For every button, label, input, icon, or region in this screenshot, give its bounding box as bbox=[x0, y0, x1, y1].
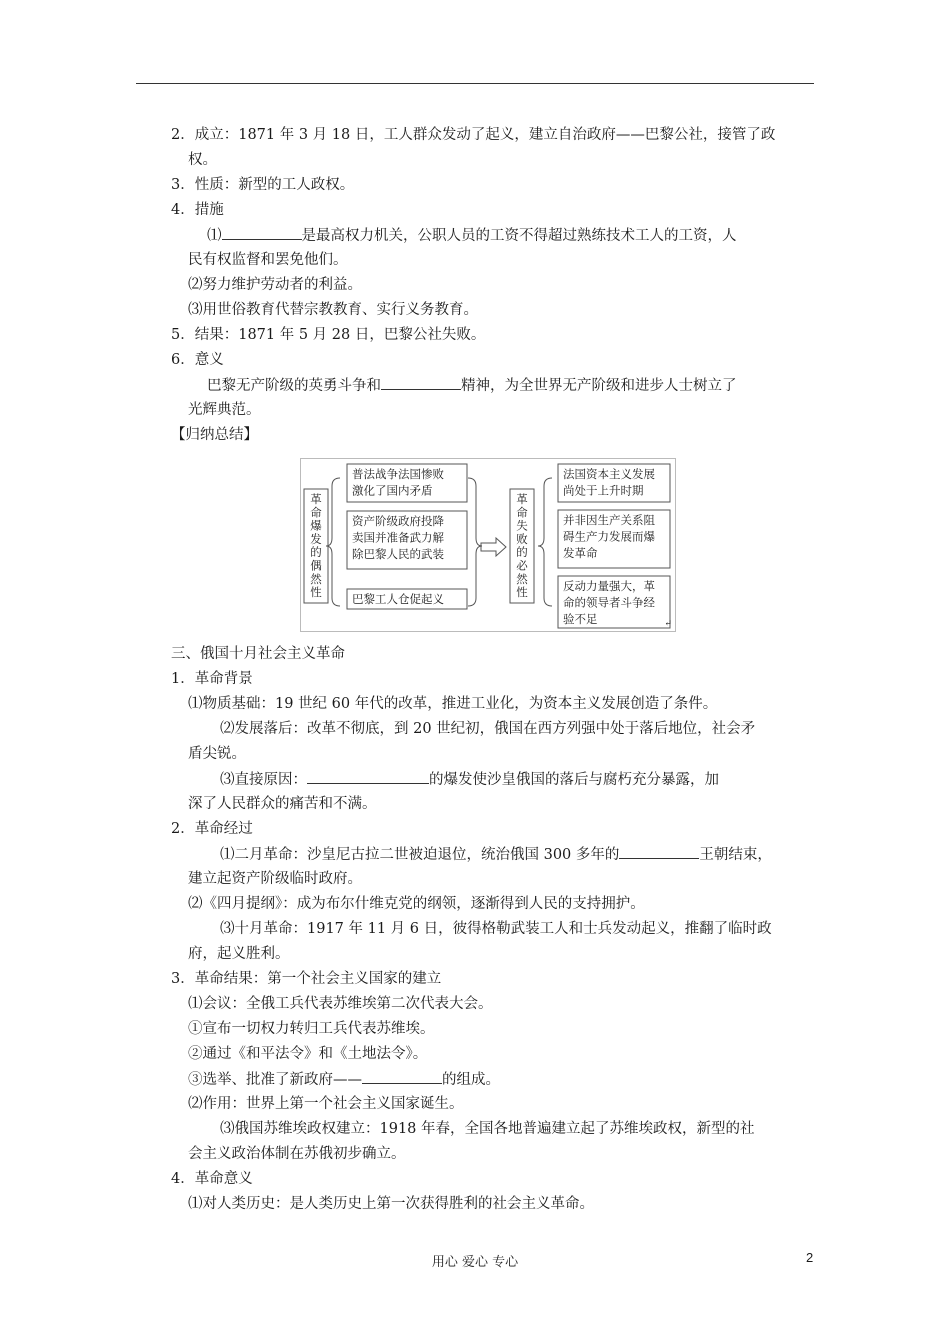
header-rule bbox=[136, 83, 814, 84]
left-label-char: 发 bbox=[310, 531, 322, 546]
text-line-35 bbox=[171, 1170, 253, 1188]
text-line-31 bbox=[188, 1070, 500, 1089]
text-run: ②通过《和平法令》和《土地法令》。 bbox=[188, 1046, 428, 1062]
page-number: 2 bbox=[806, 1250, 814, 1265]
left-label-char: 的 bbox=[310, 545, 322, 560]
text-line-1 bbox=[171, 126, 775, 144]
text-line-8 bbox=[188, 301, 478, 319]
text-line-2 bbox=[188, 151, 217, 169]
text-run: ⑴对人类历史：是人类历史上第一次获得胜利的社会主义革命。 bbox=[188, 1196, 594, 1212]
text-run: ⑶俄国苏维埃政权建立：1918 年春，全国各地普遍建立起了苏维埃政权，新型的社 bbox=[220, 1121, 755, 1137]
text-run: 府，起义胜利。 bbox=[188, 946, 290, 962]
left-item-text: 普法战争法国惨败 bbox=[352, 467, 444, 481]
text-line-11 bbox=[207, 376, 737, 395]
right-item-text: 反动力量强大，革 bbox=[563, 579, 655, 593]
text-run: ①宣布一切权力转归工兵代表苏维埃。 bbox=[188, 1021, 435, 1037]
text-line-9 bbox=[171, 326, 485, 344]
text-run: 3．性质：新型的工人政权。 bbox=[171, 177, 355, 193]
right-label-char: 性 bbox=[516, 585, 528, 600]
text-line-3 bbox=[171, 176, 354, 194]
text-line-25 bbox=[220, 920, 772, 938]
text-run: 4．革命意义 bbox=[171, 1171, 253, 1187]
text-line-6 bbox=[188, 251, 348, 269]
text-line-20 bbox=[188, 795, 377, 813]
left-label-char: 然 bbox=[310, 571, 322, 586]
text-line-23 bbox=[188, 870, 362, 888]
text-run: 3．革命结果：第一个社会主义国家的建立 bbox=[171, 971, 442, 987]
right-item-text: 并非因生产关系阻 bbox=[563, 513, 655, 527]
text-line-24 bbox=[188, 895, 645, 913]
left-label-char: 革 bbox=[310, 492, 322, 506]
text-run: ⑶用世俗教育代替宗教教育、实行义务教育。 bbox=[188, 302, 478, 318]
text-run: 王朝结束， bbox=[699, 847, 772, 863]
text-line-17 bbox=[220, 720, 755, 738]
fill-in-blank[interactable] bbox=[362, 1070, 442, 1084]
left-label-char: 命 bbox=[310, 505, 322, 520]
right-item-text: 命的领导者斗争经 bbox=[563, 595, 655, 610]
left-item-text: 巴黎工人仓促起义 bbox=[352, 592, 444, 606]
text-line-18 bbox=[188, 745, 246, 763]
left-item-text: 除巴黎人民的武装 bbox=[352, 547, 444, 561]
text-line-22 bbox=[220, 845, 772, 864]
text-run: ⑵发展落后：改革不彻底，到 20 世纪初，俄国在西方列强中处于落后地位，社会矛 bbox=[220, 721, 756, 737]
text-run: ⑵努力维护劳动者的利益。 bbox=[188, 277, 362, 293]
text-line-12 bbox=[188, 401, 261, 419]
right-bracket bbox=[538, 478, 552, 606]
text-line-30 bbox=[188, 1045, 427, 1063]
text-run: 4．措施 bbox=[171, 202, 224, 218]
arrow-icon bbox=[481, 538, 506, 556]
text-line-32 bbox=[188, 1095, 464, 1113]
text-run: 5．结果：1871 年 5 月 28 日，巴黎公社失败。 bbox=[171, 327, 486, 343]
left-label-char: 爆 bbox=[310, 518, 322, 533]
paragraph-mark: ↵ bbox=[664, 619, 672, 629]
text-run: 光辉典范。 bbox=[188, 402, 261, 418]
text-line-16 bbox=[188, 695, 717, 713]
text-run: 1．革命背景 bbox=[171, 671, 253, 687]
fill-in-blank[interactable] bbox=[381, 376, 461, 390]
text-run: 6．意义 bbox=[171, 352, 224, 368]
text-run: 2．革命经过 bbox=[171, 821, 253, 837]
text-run: 盾尖锐。 bbox=[188, 746, 246, 762]
left-item-text: 激化了国内矛盾 bbox=[352, 483, 433, 498]
text-line-21 bbox=[171, 820, 253, 838]
text-line-19 bbox=[220, 770, 719, 789]
text-line-33 bbox=[220, 1120, 755, 1138]
right-label-char: 命 bbox=[516, 505, 528, 520]
fill-in-blank[interactable] bbox=[619, 845, 699, 859]
text-line-27 bbox=[171, 970, 441, 988]
right-item-text: 碍生产力发展而爆 bbox=[563, 529, 655, 544]
text-run: 巴黎无产阶级的英勇斗争和 bbox=[207, 378, 381, 394]
text-run: ⑵《四月提纲》：成为布尔什维克党的纲领，逐渐得到人民的支持拥护。 bbox=[188, 896, 645, 912]
text-run: 是最高权力机关，公职人员的工资不得超过熟练技术工人的工资，人 bbox=[301, 228, 737, 244]
text-run: ⑴ bbox=[207, 228, 222, 244]
right-label-char: 的 bbox=[516, 545, 528, 560]
right-item-text: 验不足 bbox=[563, 612, 598, 626]
right-item-text: 发革命 bbox=[563, 546, 598, 560]
text-run: 【归纳总结】 bbox=[171, 427, 258, 443]
text-run: 三、俄国十月社会主义革命 bbox=[171, 646, 345, 662]
text-run: 的组成。 bbox=[442, 1072, 500, 1088]
text-run: ⑴物质基础：19 世纪 60 年代的改革，推进工业化，为资本主义发展创造了条件。 bbox=[188, 696, 718, 712]
text-line-13 bbox=[171, 426, 258, 444]
right-label-char: 革 bbox=[516, 492, 528, 506]
footer-text: 用心 爱心 专心 bbox=[431, 1255, 519, 1270]
text-run: ③选举、批准了新政府—— bbox=[188, 1072, 362, 1088]
text-line-15 bbox=[171, 670, 253, 688]
text-run: 会主义政治体制在苏俄初步确立。 bbox=[188, 1146, 406, 1162]
left-label-char: 性 bbox=[310, 585, 322, 600]
right-item-text: 尚处于上升时期 bbox=[563, 483, 644, 498]
text-run: ⑴二月革命：沙皇尼古拉二世被迫退位，统治俄国 300 多年的 bbox=[220, 847, 620, 863]
text-line-4 bbox=[171, 201, 224, 219]
text-run: ⑶十月革命：1917 年 11 月 6 日，彼得格勒武装工人和士兵发动起义，推翻了临时政 bbox=[220, 921, 772, 937]
text-line-26 bbox=[188, 945, 290, 963]
summary-diagram bbox=[300, 458, 676, 632]
right-item-text: 法国资本主义发展 bbox=[563, 467, 655, 481]
right-label-char: 必 bbox=[516, 558, 528, 573]
fill-in-blank[interactable] bbox=[307, 770, 429, 784]
left-label-char: 偶 bbox=[310, 558, 322, 573]
text-line-36 bbox=[188, 1195, 594, 1213]
right-label-char: 然 bbox=[516, 571, 528, 586]
text-run: 2．成立：1871 年 3 月 18 日，工人群众发动了起义，建立自治政府——巴黎公社，接管了政 bbox=[171, 127, 776, 143]
text-run: ⑶直接原因： bbox=[220, 772, 307, 788]
text-run: 精神，为全世界无产阶级和进步人士树立了 bbox=[461, 378, 737, 394]
left-item-text: 卖国并准备武力解 bbox=[352, 530, 444, 545]
left-group-bracket bbox=[468, 478, 482, 606]
text-run: 深了人民群众的痛苦和不满。 bbox=[188, 796, 377, 812]
right-label-char: 失 bbox=[516, 518, 528, 533]
fill-in-blank[interactable] bbox=[222, 226, 302, 240]
text-run: ⑵作用：世界上第一个社会主义国家诞生。 bbox=[188, 1096, 464, 1112]
text-line-7 bbox=[188, 276, 362, 294]
text-run: 权。 bbox=[188, 152, 217, 168]
text-line-28 bbox=[188, 995, 493, 1013]
text-line-29 bbox=[188, 1020, 435, 1038]
text-line-34 bbox=[188, 1145, 406, 1163]
text-line-5 bbox=[207, 226, 737, 245]
text-line-14 bbox=[171, 645, 345, 663]
right-label-char: 败 bbox=[516, 531, 528, 546]
text-run: 建立起资产阶级临时政府。 bbox=[188, 871, 362, 887]
left-item-text: 资产阶级政府投降 bbox=[352, 514, 444, 528]
text-run: 民有权监督和罢免他们。 bbox=[188, 252, 348, 268]
text-run: ⑴会议：全俄工兵代表苏维埃第二次代表大会。 bbox=[188, 996, 493, 1012]
text-run: 的爆发使沙皇俄国的落后与腐朽充分暴露，加 bbox=[429, 772, 719, 788]
text-line-10 bbox=[171, 351, 224, 369]
